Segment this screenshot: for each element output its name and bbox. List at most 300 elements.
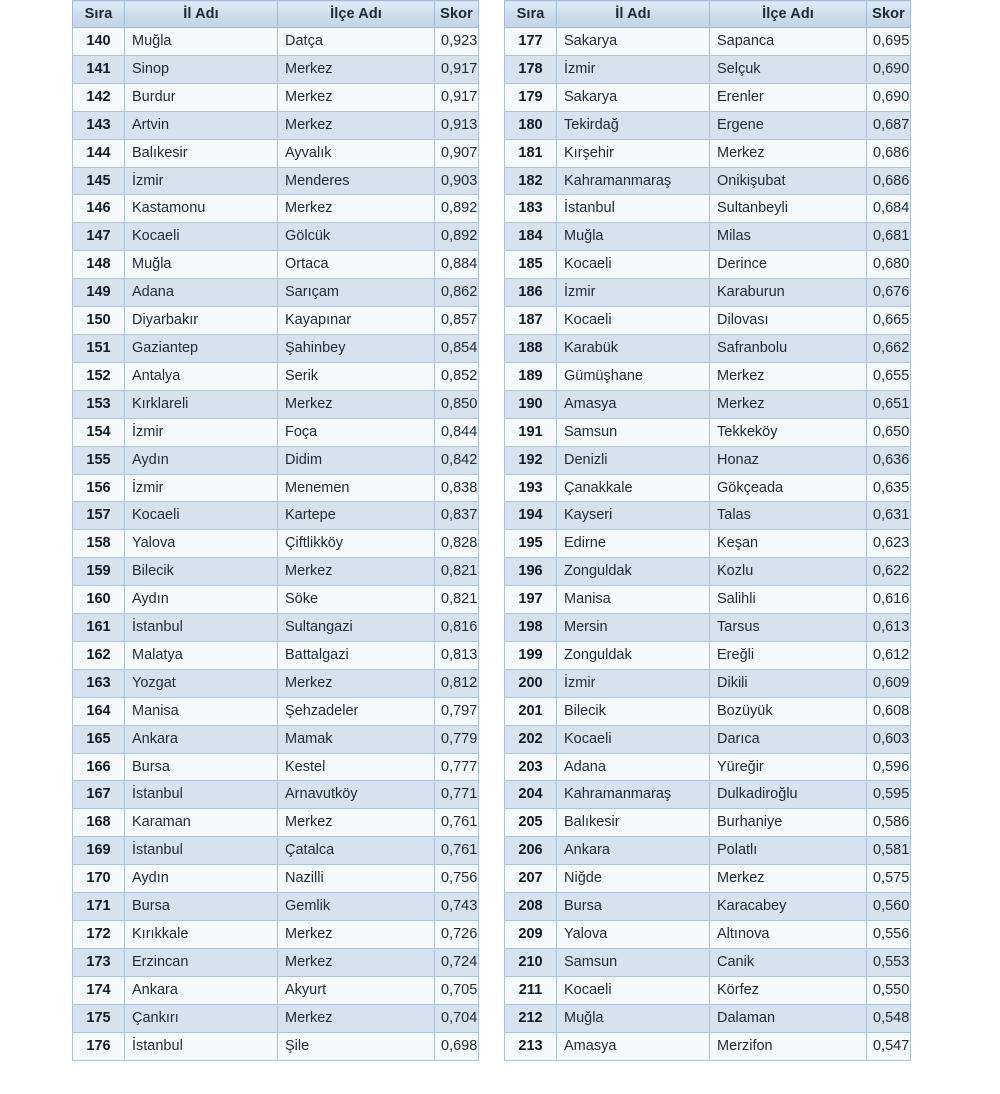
cell-il-adi: Aydın [125,446,278,474]
cell-skor: 0,690 [867,55,911,83]
cell-sira: 175 [73,1004,125,1032]
table-row[interactable] [505,948,911,976]
cell-il-adi: Muğla [557,1004,710,1032]
cell-sira: 187 [505,307,557,335]
cell-sira: 210 [505,948,557,976]
table-row[interactable] [73,530,479,558]
table-row[interactable] [505,976,911,1004]
cell-il-adi: Kahramanmaraş [557,167,710,195]
cell-il-adi: Sakarya [557,28,710,56]
cell-sira: 183 [505,195,557,223]
cell-il-adi: Manisa [125,697,278,725]
cell-sira: 172 [73,921,125,949]
table-row[interactable] [505,502,911,530]
cell-sira: 149 [73,279,125,307]
cell-skor: 0,608 [867,697,911,725]
cell-skor: 0,581 [867,837,911,865]
cell-il-adi: Bilecik [125,558,278,586]
cell-skor: 0,612 [867,641,911,669]
cell-il-adi: Bursa [557,893,710,921]
cell-skor: 0,586 [867,809,911,837]
table-row[interactable] [505,334,911,362]
table-row[interactable] [505,446,911,474]
table-row[interactable] [73,948,479,976]
table-row[interactable] [505,586,911,614]
cell-skor: 0,884 [435,251,479,279]
cell-sira: 212 [505,1004,557,1032]
table-row[interactable] [505,921,911,949]
column-header-ilce-adi[interactable]: İlçe Adı [710,1,867,28]
cell-sira: 194 [505,502,557,530]
cell-il-adi: İzmir [557,55,710,83]
cell-ilce-adi: Merkez [278,558,435,586]
table-row[interactable] [73,223,479,251]
table-row[interactable] [505,753,911,781]
table-row[interactable] [73,390,479,418]
cell-il-adi: Karabük [557,334,710,362]
cell-skor: 0,724 [435,948,479,976]
cell-skor: 0,854 [435,334,479,362]
table-row[interactable] [505,390,911,418]
cell-skor: 0,761 [435,809,479,837]
cell-sira: 208 [505,893,557,921]
header-row [505,1,911,28]
cell-il-adi: Gümüşhane [557,362,710,390]
cell-skor: 0,816 [435,614,479,642]
cell-sira: 197 [505,586,557,614]
table-row[interactable] [505,55,911,83]
cell-il-adi: Kırıkkale [125,921,278,949]
cell-sira: 141 [73,55,125,83]
cell-ilce-adi: Keşan [710,530,867,558]
cell-sira: 178 [505,55,557,83]
table-row[interactable] [505,1032,911,1060]
table-row[interactable] [505,474,911,502]
cell-il-adi: Çanakkale [557,474,710,502]
table-row[interactable] [73,809,479,837]
cell-skor: 0,903 [435,167,479,195]
cell-il-adi: Niğde [557,865,710,893]
cell-skor: 0,609 [867,669,911,697]
cell-sira: 156 [73,474,125,502]
table-row[interactable] [73,1004,479,1032]
table-row[interactable] [505,669,911,697]
cell-il-adi: Kastamonu [125,195,278,223]
table-row[interactable] [505,111,911,139]
cell-skor: 0,690 [867,83,911,111]
cell-ilce-adi: Talas [710,502,867,530]
cell-ilce-adi: Dilovası [710,307,867,335]
table-row[interactable] [505,418,911,446]
cell-skor: 0,651 [867,390,911,418]
table-row[interactable] [73,976,479,1004]
cell-ilce-adi: Ayvalık [278,139,435,167]
cell-sira: 146 [73,195,125,223]
cell-sira: 155 [73,446,125,474]
table-row[interactable] [505,1004,911,1032]
table-row[interactable] [73,83,479,111]
table-row[interactable] [505,83,911,111]
table-row[interactable] [73,893,479,921]
cell-ilce-adi: Tarsus [710,614,867,642]
cell-il-adi: Kahramanmaraş [557,781,710,809]
cell-ilce-adi: Derince [710,251,867,279]
cell-ilce-adi: Merkez [710,139,867,167]
cell-il-adi: İzmir [125,418,278,446]
cell-sira: 184 [505,223,557,251]
table-row[interactable] [73,781,479,809]
cell-ilce-adi: Merkez [710,390,867,418]
cell-skor: 0,892 [435,223,479,251]
cell-ilce-adi: Merkez [278,1004,435,1032]
cell-skor: 0,550 [867,976,911,1004]
cell-ilce-adi: Gemlik [278,893,435,921]
cell-ilce-adi: Çiftlikköy [278,530,435,558]
cell-sira: 152 [73,362,125,390]
cell-skor: 0,698 [435,1032,479,1060]
cell-ilce-adi: Merkez [278,111,435,139]
table-row[interactable] [505,558,911,586]
cell-il-adi: İstanbul [125,837,278,865]
cell-il-adi: Bursa [125,893,278,921]
table-row[interactable] [505,195,911,223]
cell-sira: 213 [505,1032,557,1060]
cell-il-adi: Samsun [557,418,710,446]
cell-sira: 195 [505,530,557,558]
table-row[interactable] [73,725,479,753]
cell-sira: 160 [73,586,125,614]
cell-skor: 0,917 [435,55,479,83]
cell-sira: 166 [73,753,125,781]
cell-sira: 188 [505,334,557,362]
cell-skor: 0,560 [867,893,911,921]
table-row[interactable] [73,641,479,669]
cell-il-adi: Adana [557,753,710,781]
cell-il-adi: Kırşehir [557,139,710,167]
cell-sira: 163 [73,669,125,697]
table-row[interactable] [73,28,479,56]
table-row[interactable] [73,502,479,530]
table-row[interactable] [505,28,911,56]
table-row[interactable] [505,865,911,893]
column-header-skor[interactable]: Skor [867,1,911,28]
column-header-sira[interactable]: Sıra [505,1,557,28]
cell-skor: 0,726 [435,921,479,949]
table-row[interactable] [73,837,479,865]
cell-sira: 191 [505,418,557,446]
cell-ilce-adi: Merkez [278,669,435,697]
cell-sira: 193 [505,474,557,502]
cell-il-adi: Yozgat [125,669,278,697]
cell-sira: 161 [73,614,125,642]
cell-sira: 158 [73,530,125,558]
cell-il-adi: Kocaeli [125,223,278,251]
table-row[interactable] [73,55,479,83]
cell-sira: 162 [73,641,125,669]
cell-ilce-adi: Merkez [710,865,867,893]
cell-il-adi: Tekirdağ [557,111,710,139]
cell-ilce-adi: Merkez [278,55,435,83]
table-row[interactable] [73,446,479,474]
table-header-left [73,1,479,28]
cell-sira: 207 [505,865,557,893]
cell-ilce-adi: Menderes [278,167,435,195]
table-row[interactable] [73,586,479,614]
cell-skor: 0,821 [435,586,479,614]
cell-sira: 154 [73,418,125,446]
cell-skor: 0,686 [867,167,911,195]
cell-ilce-adi: Darıca [710,725,867,753]
cell-skor: 0,686 [867,139,911,167]
cell-ilce-adi: Mamak [278,725,435,753]
table-row[interactable] [73,753,479,781]
cell-ilce-adi: Merkez [278,809,435,837]
cell-il-adi: Kocaeli [557,725,710,753]
cell-ilce-adi: Akyurt [278,976,435,1004]
table-row[interactable] [73,921,479,949]
cell-skor: 0,687 [867,111,911,139]
cell-skor: 0,821 [435,558,479,586]
cell-skor: 0,548 [867,1004,911,1032]
cell-skor: 0,844 [435,418,479,446]
cell-skor: 0,650 [867,418,911,446]
cell-il-adi: Burdur [125,83,278,111]
cell-il-adi: Muğla [125,28,278,56]
table-row[interactable] [505,362,911,390]
cell-il-adi: Artvin [125,111,278,139]
cell-sira: 180 [505,111,557,139]
cell-ilce-adi: Erenler [710,83,867,111]
cell-il-adi: Zonguldak [557,558,710,586]
cell-ilce-adi: Sarıçam [278,279,435,307]
cell-ilce-adi: Yüreğir [710,753,867,781]
cell-skor: 0,575 [867,865,911,893]
cell-sira: 173 [73,948,125,976]
column-header-ilce-adi[interactable]: İlçe Adı [278,1,435,28]
table-row[interactable] [73,139,479,167]
cell-skor: 0,616 [867,586,911,614]
cell-il-adi: Bursa [125,753,278,781]
cell-ilce-adi: Söke [278,586,435,614]
table-row[interactable] [73,418,479,446]
cell-il-adi: İzmir [125,167,278,195]
table-row[interactable] [73,251,479,279]
cell-sira: 145 [73,167,125,195]
cell-skor: 0,613 [867,614,911,642]
cell-sira: 185 [505,251,557,279]
cell-skor: 0,917 [435,83,479,111]
column-header-il-adi[interactable]: İl Adı [557,1,710,28]
table-row[interactable] [505,893,911,921]
cell-sira: 205 [505,809,557,837]
cell-skor: 0,857 [435,307,479,335]
cell-skor: 0,655 [867,362,911,390]
cell-il-adi: Yalova [125,530,278,558]
cell-skor: 0,684 [867,195,911,223]
cell-il-adi: Antalya [125,362,278,390]
column-header-skor[interactable]: Skor [435,1,479,28]
table-row[interactable] [505,809,911,837]
cell-ilce-adi: Arnavutköy [278,781,435,809]
cell-sira: 148 [73,251,125,279]
table-row[interactable] [505,167,911,195]
cell-il-adi: Ankara [125,976,278,1004]
cell-skor: 0,595 [867,781,911,809]
cell-sira: 153 [73,390,125,418]
table-row[interactable] [73,167,479,195]
table-row[interactable] [73,558,479,586]
cell-skor: 0,852 [435,362,479,390]
table-row[interactable] [505,279,911,307]
table-row[interactable] [505,139,911,167]
cell-ilce-adi: Şahinbey [278,334,435,362]
column-header-sira[interactable]: Sıra [73,1,125,28]
cell-il-adi: Muğla [125,251,278,279]
cell-skor: 0,680 [867,251,911,279]
table-row[interactable] [505,251,911,279]
cell-sira: 179 [505,83,557,111]
cell-ilce-adi: Dulkadiroğlu [710,781,867,809]
cell-il-adi: Amasya [557,1032,710,1060]
cell-il-adi: Aydın [125,586,278,614]
cell-il-adi: Muğla [557,223,710,251]
table-row[interactable] [73,669,479,697]
cell-sira: 196 [505,558,557,586]
cell-ilce-adi: Selçuk [710,55,867,83]
ranking-table-left [72,0,479,1061]
cell-sira: 150 [73,307,125,335]
cell-sira: 147 [73,223,125,251]
cell-il-adi: Kocaeli [557,251,710,279]
cell-ilce-adi: Polatlı [710,837,867,865]
cell-ilce-adi: Onikişubat [710,167,867,195]
table-row[interactable] [73,697,479,725]
cell-sira: 170 [73,865,125,893]
table-row[interactable] [73,279,479,307]
cell-il-adi: İstanbul [125,1032,278,1060]
column-header-il-adi[interactable]: İl Adı [125,1,278,28]
cell-sira: 190 [505,390,557,418]
table-row[interactable] [505,530,911,558]
table-row[interactable] [73,865,479,893]
cell-ilce-adi: Dikili [710,669,867,697]
cell-ilce-adi: Menemen [278,474,435,502]
table-row[interactable] [73,362,479,390]
cell-ilce-adi: Çatalca [278,837,435,865]
cell-skor: 0,635 [867,474,911,502]
cell-sira: 142 [73,83,125,111]
cell-sira: 189 [505,362,557,390]
table-row[interactable] [73,474,479,502]
cell-ilce-adi: Karaburun [710,279,867,307]
cell-ilce-adi: Ortaca [278,251,435,279]
cell-ilce-adi: Tekkeköy [710,418,867,446]
table-row[interactable] [505,223,911,251]
cell-skor: 0,704 [435,1004,479,1032]
cell-il-adi: Yalova [557,921,710,949]
cell-il-adi: Adana [125,279,278,307]
cell-sira: 181 [505,139,557,167]
cell-skor: 0,596 [867,753,911,781]
cell-ilce-adi: Merkez [278,921,435,949]
cell-skor: 0,837 [435,502,479,530]
cell-skor: 0,761 [435,837,479,865]
cell-ilce-adi: Kayapınar [278,307,435,335]
cell-skor: 0,813 [435,641,479,669]
cell-ilce-adi: Ereğli [710,641,867,669]
table-row[interactable] [73,1032,479,1060]
cell-skor: 0,812 [435,669,479,697]
cell-il-adi: Zonguldak [557,641,710,669]
cell-il-adi: Kocaeli [125,502,278,530]
cell-ilce-adi: Canik [710,948,867,976]
table-row[interactable] [73,334,479,362]
cell-ilce-adi: Gölcük [278,223,435,251]
cell-skor: 0,892 [435,195,479,223]
cell-skor: 0,743 [435,893,479,921]
cell-ilce-adi: Honaz [710,446,867,474]
cell-skor: 0,623 [867,530,911,558]
cell-il-adi: Manisa [557,586,710,614]
cell-sira: 203 [505,753,557,781]
cell-il-adi: Kayseri [557,502,710,530]
cell-il-adi: Ankara [125,725,278,753]
cell-skor: 0,777 [435,753,479,781]
cell-skor: 0,681 [867,223,911,251]
table-row[interactable] [505,725,911,753]
table-row[interactable] [505,837,911,865]
table-row[interactable] [505,641,911,669]
cell-ilce-adi: Kestel [278,753,435,781]
cell-skor: 0,913 [435,111,479,139]
cell-sira: 202 [505,725,557,753]
table-row[interactable] [505,614,911,642]
table-row[interactable] [73,614,479,642]
cell-il-adi: İzmir [125,474,278,502]
cell-ilce-adi: Dalaman [710,1004,867,1032]
cell-sira: 171 [73,893,125,921]
cell-il-adi: Aydın [125,865,278,893]
cell-ilce-adi: Nazilli [278,865,435,893]
cell-il-adi: İzmir [557,279,710,307]
table-row[interactable] [505,697,911,725]
cell-sira: 176 [73,1032,125,1060]
cell-ilce-adi: Kartepe [278,502,435,530]
table-row[interactable] [505,781,911,809]
table-header-right [505,1,911,28]
cell-sira: 182 [505,167,557,195]
cell-skor: 0,553 [867,948,911,976]
cell-sira: 199 [505,641,557,669]
header-row [73,1,479,28]
table-row[interactable] [73,195,479,223]
cell-il-adi: İstanbul [125,781,278,809]
cell-il-adi: Çankırı [125,1004,278,1032]
cell-sira: 206 [505,837,557,865]
cell-ilce-adi: Merkez [278,390,435,418]
cell-sira: 144 [73,139,125,167]
cell-il-adi: Ankara [557,837,710,865]
table-row[interactable] [73,111,479,139]
table-row[interactable] [73,307,479,335]
cell-il-adi: Sakarya [557,83,710,111]
cell-ilce-adi: Merzifon [710,1032,867,1060]
cell-skor: 0,622 [867,558,911,586]
cell-ilce-adi: Merkez [278,948,435,976]
cell-skor: 0,547 [867,1032,911,1060]
table-row[interactable] [505,307,911,335]
cell-skor: 0,797 [435,697,479,725]
